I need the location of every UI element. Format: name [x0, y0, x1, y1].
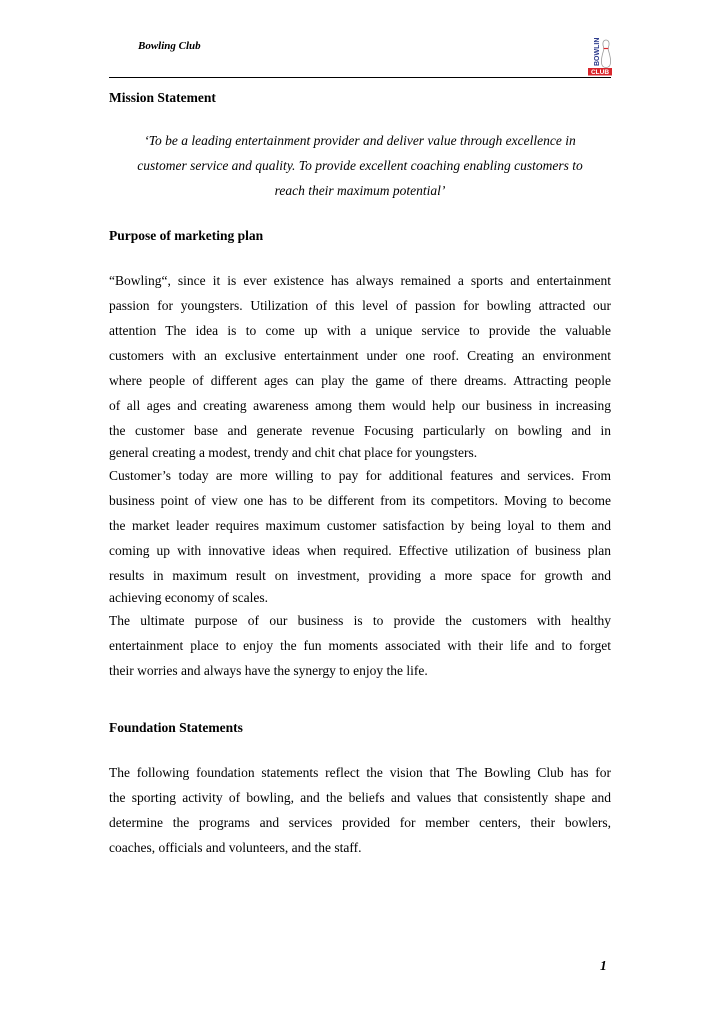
- text-line: their worries and always have the synergy to enjoy the life.: [109, 663, 428, 678]
- mission-quote: [109, 128, 611, 203]
- purpose-heading: Purpose of marketing plan: [109, 228, 264, 243]
- text-line: determine the programs and services provided for member centers, their bowlers,: [109, 815, 611, 830]
- svg-text:CLUB: CLUB: [590, 69, 610, 76]
- text-line: the market leader requires maximum customer satisfaction by being loyal to them and: [109, 518, 611, 533]
- text-line: The ultimate purpose of our business is to provide the customers with healthy: [109, 613, 611, 628]
- text-line: attention The idea is to come up with a unique service to provide the valuable: [109, 323, 611, 338]
- text-line: coaches, officials and volunteers, and the staff.: [109, 840, 362, 855]
- purpose-body: [109, 268, 611, 683]
- text-line: of all ages and creating awareness among them would help our business in increasing: [109, 398, 611, 413]
- text-line: Customer’s today are more willing to pay for additional features and services. From: [109, 468, 611, 483]
- mission-line: ‘To be a leading entertainment provider and deliver value through excellence in: [144, 133, 576, 148]
- page-number: 1: [600, 958, 607, 973]
- text-line: results in maximum result on investment, providing a more space for growth and: [109, 568, 611, 583]
- text-line: general creating a modest, trendy and chit chat place for youngsters.: [109, 445, 478, 460]
- text-line: where people of different ages can play the game of there dreams. Attracting people: [109, 373, 611, 388]
- header-title: Bowling Club: [138, 40, 201, 52]
- foundation-body: [109, 760, 611, 860]
- text-line: the sporting activity of bowling, and the beliefs and values that consistently shape and: [109, 790, 611, 805]
- text-line: entertainment place to enjoy the fun moments associated with their life and to forget: [109, 638, 611, 653]
- text-line: achieving economy of scales.: [109, 590, 268, 605]
- foundation-heading: Foundation Statements: [109, 720, 243, 735]
- text-line: passion for youngsters. Utilization of this level of passion for bowling attracted our: [109, 298, 611, 313]
- bowling-club-logo: [587, 38, 613, 76]
- text-line: The following foundation statements reflect the vision that The Bowling Club has for: [109, 765, 611, 780]
- text-line: customers with an exclusive entertainment under one roof. Creating an environment: [109, 348, 611, 363]
- text-line: coming up with innovative ideas when required. Effective utilization of business plan: [109, 543, 611, 558]
- text-line: business point of view one has to be different from its competitors. Moving to become: [109, 493, 611, 508]
- svg-text:BOWLING: BOWLING: [594, 38, 601, 66]
- mission-heading: Mission Statement: [109, 90, 216, 105]
- text-line: the customer base and generate revenue Focusing particularly on bowling and in: [109, 423, 611, 438]
- text-line: “Bowling“, since it is ever existence has always remained a sports and entertainment: [109, 273, 611, 288]
- header-divider: [109, 77, 611, 78]
- mission-line: reach their maximum potential’: [274, 183, 446, 198]
- bowling-pin-icon: [587, 38, 613, 76]
- mission-line: customer service and quality. To provide excellent coaching enabling customers to: [137, 158, 583, 173]
